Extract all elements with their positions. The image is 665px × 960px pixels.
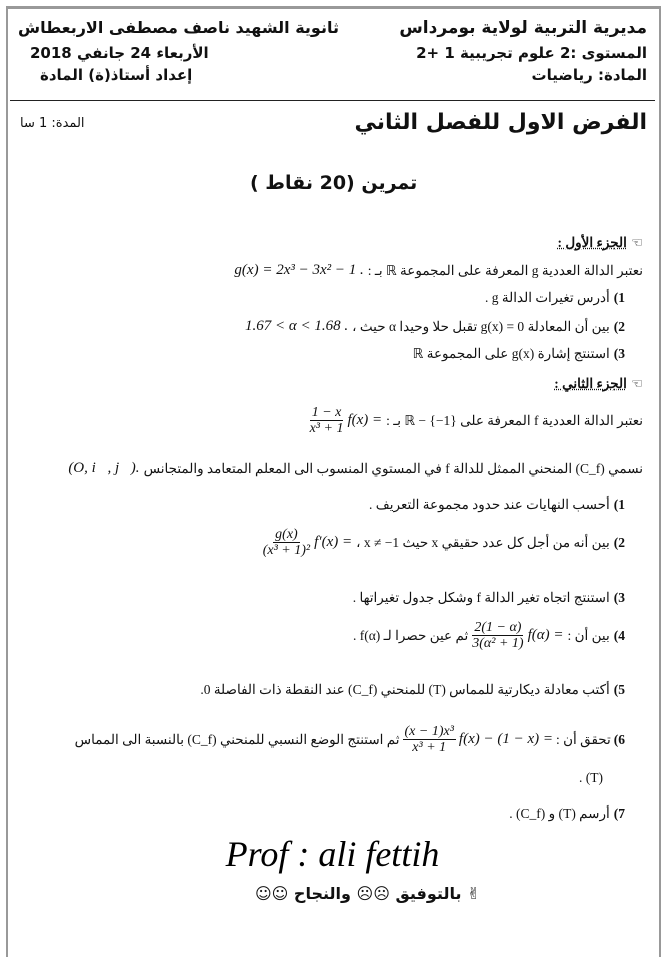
school: ثانوية الشهيد ناصف مصطفى الاربعطاش xyxy=(18,18,339,37)
part1-q2: 2) بين أن المعادلة g(x) = 0 تقبل حلا وحيدا α حيث ، 1.67 < α < 1.68 . xyxy=(245,318,625,334)
pointing-hand-icon: ☜ xyxy=(630,376,643,391)
exercise-title: تمرين (20 نقاط ) xyxy=(250,172,418,194)
part2-q6-cont: (T) . xyxy=(579,770,603,785)
watermark: Prof : ali fettih xyxy=(225,834,440,874)
duration: المدة: 1 سا xyxy=(20,116,85,131)
exam-date: الأربعاء 24 جانفي 2018 xyxy=(30,44,209,62)
part2-title-text: الجزء الثاني : xyxy=(554,376,627,391)
part2-q6: 6) تحقق أن : f(x) − (1 − x) = $\frac{\text{(x − 1)x³}}{\text{x³ + 1}}$ ثم استنتج الوضع النسبي للمنحني (C_f) بالنسبة الى المماس xyxy=(74,724,625,756)
level: المستوى :2 علوم تجريبية 1 +2 xyxy=(416,44,647,62)
part1-q3: 3) استنتج إشارة g(x) على المجموعة ℝ xyxy=(412,346,625,361)
part2-curve: نسمي (C_f) المنحني الممثل للدالة f في المستوي المنسوب الى المعلم المتعامد والمتجانس (O, i⃗, j⃗). xyxy=(68,460,643,476)
part1-intro: نعتبر الدالة العددية g المعرفة على المجموعة ℝ بـ : g(x) = 2x³ − 3x² − 1 . xyxy=(234,262,643,278)
part1-title xyxy=(557,235,643,251)
divider xyxy=(10,100,655,101)
part2-q2: 2) بين أنه من أجل كل عدد حقيقي x حيث x ≠ −1 ، f′(x) = $\frac{g(x)}{\text{(x³ + 1)²}}$ xyxy=(262,527,625,559)
prepared-by: إعداد أستاذ(ة) المادة xyxy=(40,66,193,84)
part2-q5: 5) أكتب معادلة ديكارتية للمماس (T) للمنحني (C_f) عند النقطة ذات الفاصلة 0. xyxy=(200,682,625,697)
directorate: مديرية التربية لولاية بومرداس xyxy=(399,18,647,38)
part2-q7: 7) أرسم (T) و (C_f) . xyxy=(509,806,625,821)
footer-greeting: ✌ بالتوفيق ☹☹ والنجاح ☺☺ xyxy=(255,884,481,903)
part1-title-text: الجزء الأول : xyxy=(557,235,627,250)
part2-intro: نعتبر الدالة العددية f المعرفة على ℝ − {−1} بـ : f(x) = $\frac{1 - x}{\text{x³ + 1}}$ xyxy=(309,405,643,437)
exam-title: الفرض الاول للفصل الثاني xyxy=(354,110,647,135)
pointing-hand-icon: ☜ xyxy=(630,235,643,250)
part2-q3: 3) استنتج اتجاه تغير الدالة f وشكل جدول تغيراتها . xyxy=(352,590,625,605)
part2-q1: 1) أحسب النهايات عند حدود مجموعة التعريف . xyxy=(369,497,625,512)
subject: المادة: رياضيات xyxy=(531,66,647,84)
part2-title xyxy=(554,376,643,392)
part1-q1: 1) أدرس تغيرات الدالة g . xyxy=(485,290,625,305)
part2-q4: 4) بين أن : f(α) = $\frac{2(1 - \alpha)}{\text{3(α² + 1)}}$ ثم عين حصرا لـ f(α) . xyxy=(352,620,625,652)
